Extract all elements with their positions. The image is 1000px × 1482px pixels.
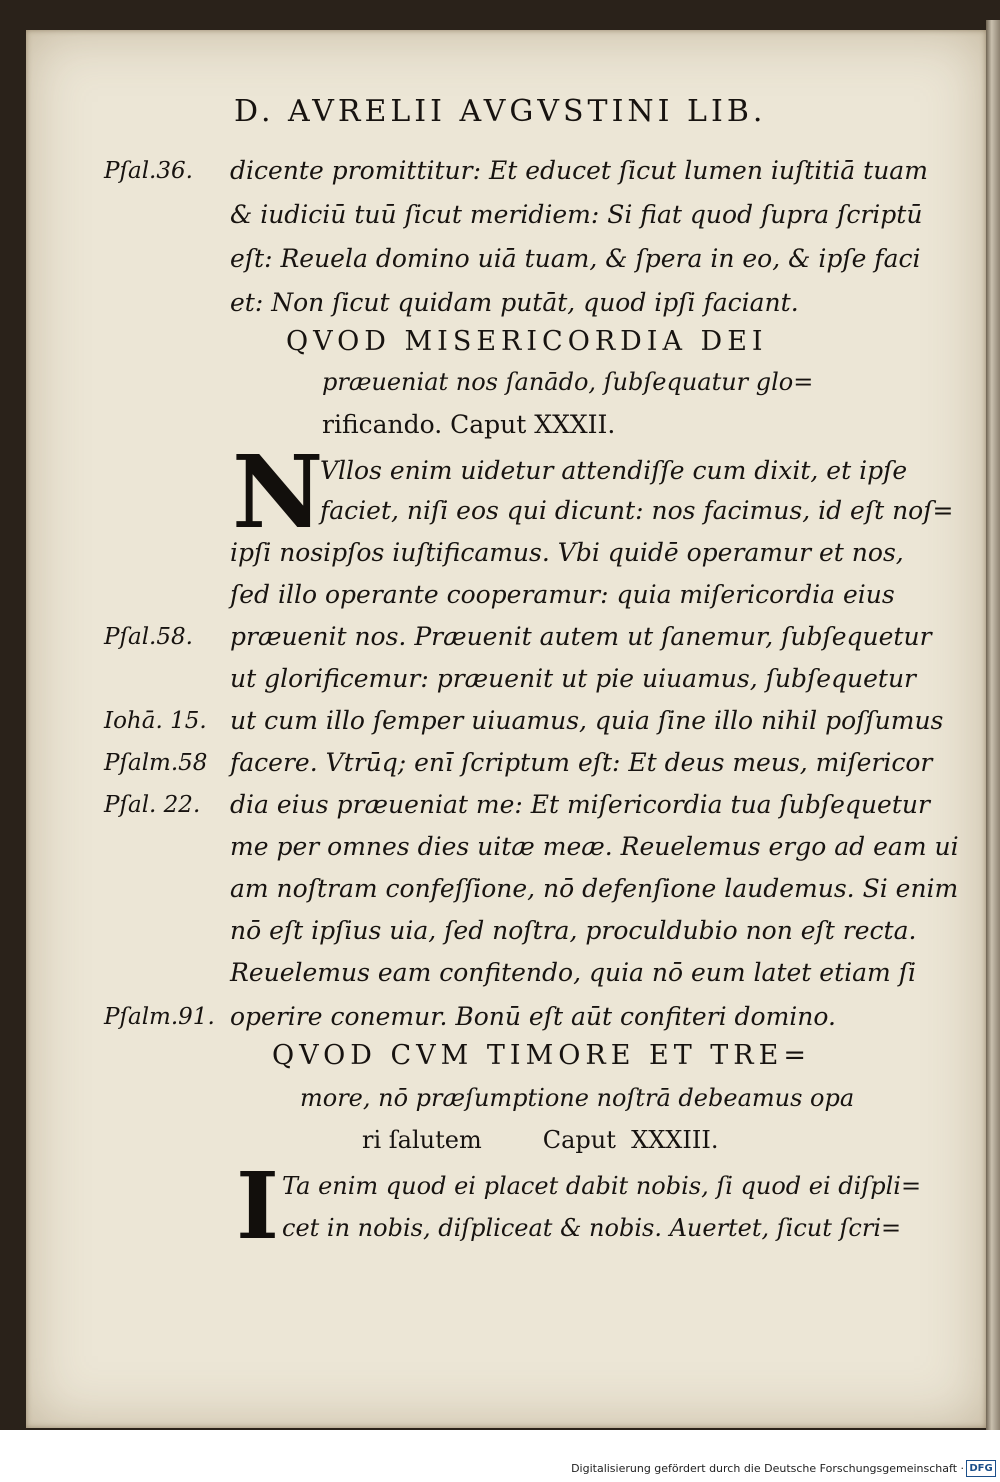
running-head: D. AVRELII AVGVSTINI LIB. bbox=[234, 94, 767, 129]
drop-cap-initial: I bbox=[236, 1152, 280, 1260]
text-line: operire conemur. Bonū eſt aūt confiteri domino. bbox=[230, 1002, 836, 1031]
text-line: cet in nobis, diſpliceat & nobis. Auertet, ſicut ſcri= bbox=[282, 1214, 902, 1242]
text-line: et: Non ſicut quidam putāt, quod ipſi faciant. bbox=[230, 288, 799, 317]
text-line: dia eius præueniat me: Et miſericordia tua ſubſequetur bbox=[230, 790, 930, 819]
text-line: dicente promittitur: Et educet ſicut lumen iuſtitiā tuam bbox=[230, 156, 928, 185]
dfg-logo: DFG bbox=[966, 1460, 996, 1477]
text-line: nō eſt ipſius uia, ſed noſtra, proculdubio non eſt recta. bbox=[230, 916, 917, 945]
margin-note: Iohā. 15. bbox=[104, 708, 207, 734]
text-line: faciet, niſi eos qui dicunt: nos facimus, id eſt noſ= bbox=[320, 496, 954, 525]
text-line: ipſi nosipſos iuſtificamus. Vbi quidē operamur et nos, bbox=[230, 538, 904, 567]
text-line: ut glorificemur: præuenit ut pie uiuamus, ſubſequetur bbox=[230, 664, 916, 693]
text-line: am noſtram confeſſione, nō defenſione laudemus. Si enim bbox=[230, 874, 959, 903]
chapter-number: rificando. Caput XXXII. bbox=[322, 410, 616, 439]
margin-note: Pſal.36. bbox=[104, 158, 193, 184]
text-line: me per omnes dies uitæ meæ. Reuelemus ergo ad eam ui bbox=[230, 832, 959, 861]
digitization-credit: Digitalisierung gefördert durch die Deutsche Forschungsgemeinschaft · bbox=[571, 1462, 964, 1475]
page-edge bbox=[986, 20, 1000, 1440]
text-line: Vllos enim uidetur attendiſſe cum dixit, et ipſe bbox=[320, 456, 908, 485]
text-line: & iudiciū tuū ſicut meridiem: Si fiat quod ſupra ſcriptū bbox=[230, 200, 923, 229]
drop-cap-initial: N bbox=[232, 433, 324, 551]
text-line: ut cum illo ſemper uiuamus, quia ſine illo nihil poſſumus bbox=[230, 706, 944, 735]
chapter-heading-line: præueniat nos ſanādo, ſubſequatur glo= bbox=[322, 368, 814, 396]
chapter-heading-line: more, nō præſumptione noſtrā debeamus opa bbox=[300, 1084, 855, 1112]
chapter-number: ri ſalutem Caput XXXIII. bbox=[362, 1126, 719, 1154]
text-line: eſt: Reuela domino uiā tuam, & ſpera in eo, & ipſe faci bbox=[230, 244, 921, 273]
text-line: præuenit nos. Præuenit autem ut ſanemur, ſubſequetur bbox=[230, 622, 932, 651]
margin-note: Pſal. 22. bbox=[104, 792, 201, 818]
text-line: Ta enim quod ei placet dabit nobis, ſi quod ei diſpli= bbox=[282, 1172, 922, 1200]
margin-note: Pſalm.91. bbox=[104, 1004, 215, 1030]
text-line: Reuelemus eam confitendo, quia nō eum latet etiam ſi bbox=[230, 958, 916, 987]
text-line: ſed illo operante cooperamur: quia miſericordia eius bbox=[230, 580, 895, 609]
chapter-heading: QVOD MISERICORDIA DEI bbox=[286, 326, 768, 357]
margin-note: Pſal.58. bbox=[104, 624, 193, 650]
chapter-heading: QVOD CVM TIMORE ET TRE= bbox=[272, 1040, 811, 1071]
margin-note: Pſalm.58 bbox=[104, 750, 208, 776]
text-line: facere. Vtrūq; enī ſcriptum eſt: Et deus meus, miſericor bbox=[230, 748, 933, 777]
